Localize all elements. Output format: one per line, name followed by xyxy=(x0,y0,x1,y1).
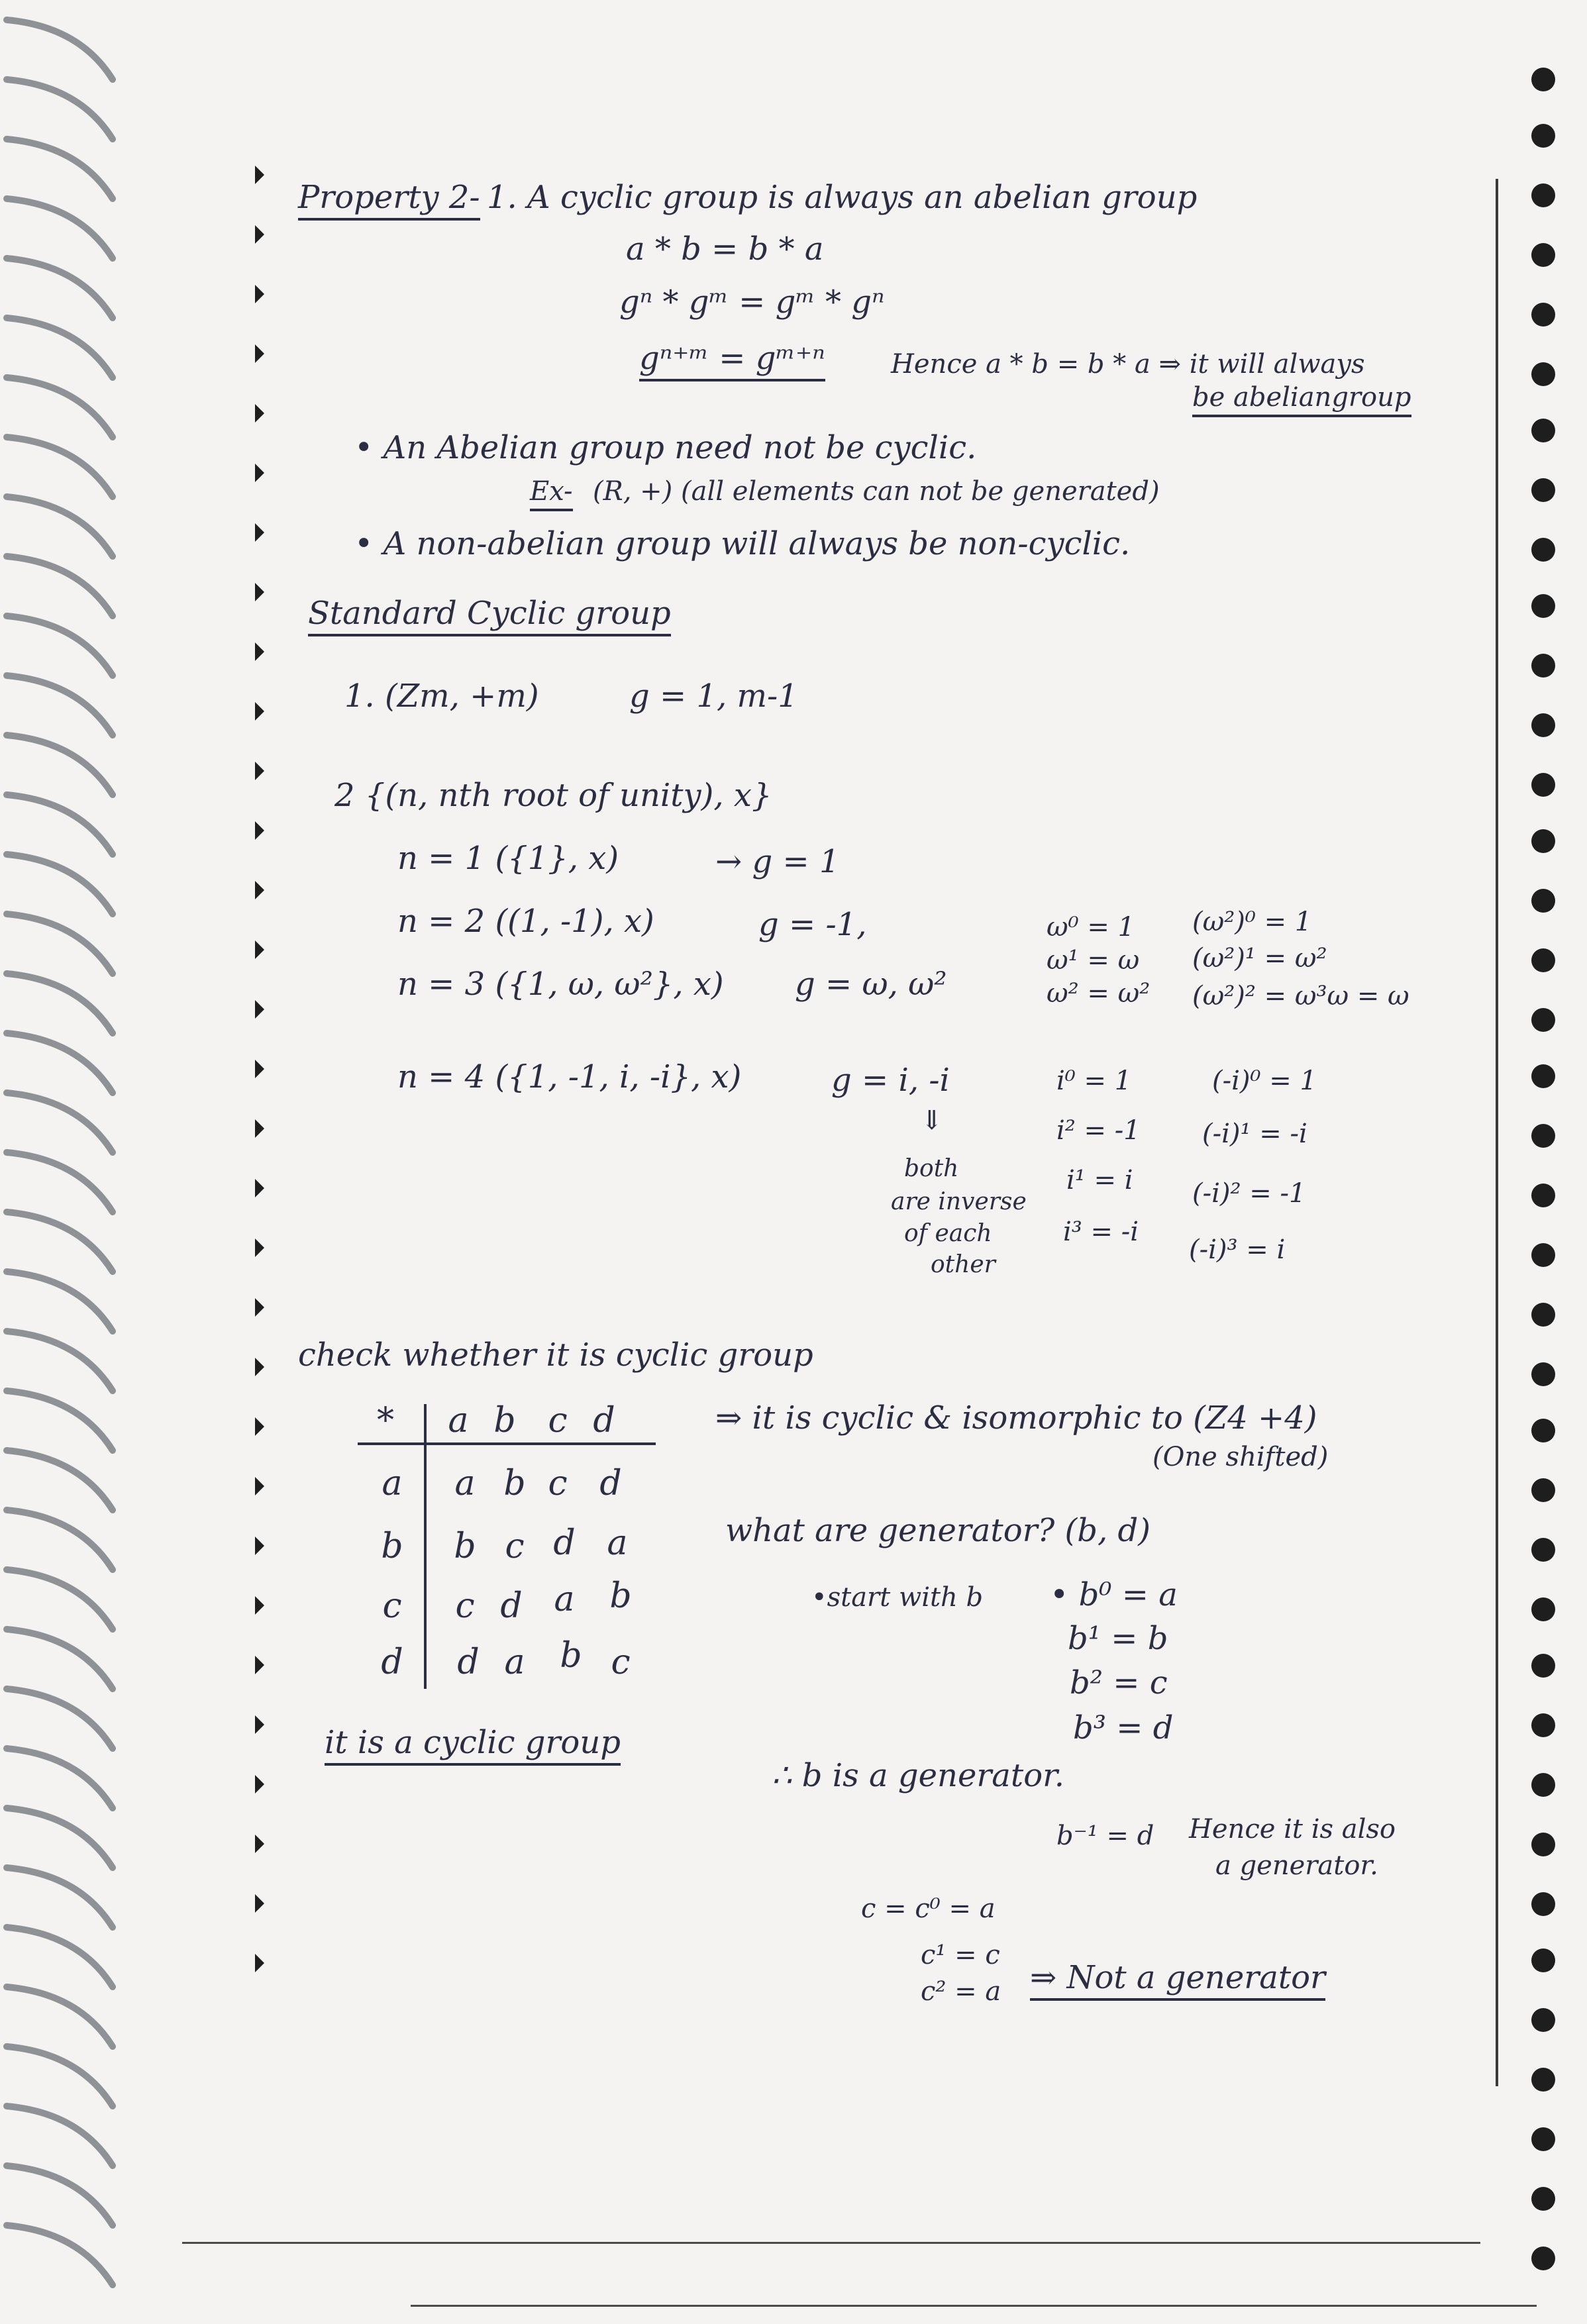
n3-generator: g = ω, ω² xyxy=(795,966,947,1003)
c-power-2: c² = a xyxy=(921,1976,1001,2007)
table-cell: c xyxy=(611,1642,631,1682)
n4-generator: g = i, -i xyxy=(831,1062,950,1099)
table-cell: b xyxy=(609,1576,632,1616)
check-heading: check whether it is cyclic group xyxy=(298,1337,813,1374)
table-row-header: a xyxy=(382,1464,403,1503)
table-row-header: c xyxy=(382,1586,402,1626)
table-col-header: d xyxy=(593,1401,615,1440)
table-corner: * xyxy=(377,1401,394,1440)
b-generator-note: ∴ b is a generator. xyxy=(772,1757,1065,1794)
omega-sq-power-0: (ω²)⁰ = 1 xyxy=(1192,907,1312,937)
standard-item-1-generators: g = 1, m-1 xyxy=(629,678,798,715)
inverse-note-line3: of each xyxy=(904,1220,992,1247)
table-cell: a xyxy=(504,1642,525,1682)
table-cell: c xyxy=(505,1527,525,1566)
neg-i-power-2: (-i)² = -1 xyxy=(1192,1178,1306,1209)
standard-heading: Standard Cyclic group xyxy=(308,596,671,636)
bullet-non-abelian: • A non-abelian group will always be non-cyclic. xyxy=(354,525,1131,562)
n2-generator: g = -1, xyxy=(758,906,867,943)
n2-row: n = 2 ((1, -1), x) xyxy=(397,903,654,940)
i-power-2: i² = -1 xyxy=(1056,1115,1141,1146)
c-not-generator-note: ⇒ Not a generator xyxy=(1030,1960,1325,2001)
b-power-1: b¹ = b xyxy=(1068,1620,1168,1657)
table-cell: a xyxy=(554,1580,575,1619)
table-cell: a xyxy=(607,1523,628,1563)
table-cell: b xyxy=(560,1636,582,1676)
i-power-0: i⁰ = 1 xyxy=(1056,1066,1132,1096)
table-cell: d xyxy=(500,1586,523,1626)
omega-power-1: ω¹ = ω xyxy=(1047,945,1140,976)
inverse-note-line4: other xyxy=(931,1251,996,1278)
standard-item-2: 2 {(n, nth root of unity), x} xyxy=(334,777,772,814)
b-power-3: b³ = d xyxy=(1073,1709,1174,1746)
equation-exponents: gⁿ⁺ᵐ = gᵐ⁺ⁿ xyxy=(639,341,825,381)
neg-i-power-3: (-i)³ = i xyxy=(1189,1235,1286,1265)
n1-generator: → g = 1 xyxy=(715,843,840,880)
c-power-1: c¹ = c xyxy=(921,1940,1000,1970)
down-arrow-icon: ⇓ xyxy=(921,1105,943,1136)
start-with-b: •start with b xyxy=(811,1582,984,1613)
table-cell: c xyxy=(548,1464,568,1503)
table-cell: d xyxy=(599,1464,622,1503)
table-col-header: b xyxy=(493,1401,516,1440)
table-cell: a xyxy=(454,1464,476,1503)
table-row-header: d xyxy=(381,1642,403,1682)
table-row-header: b xyxy=(381,1527,403,1566)
bottom-rule xyxy=(182,2242,1480,2244)
inverse-note-line2: are inverse xyxy=(891,1188,1027,1215)
spiral-binding xyxy=(0,0,132,2324)
property-statement: 1. A cyclic group is always an abelian group xyxy=(487,179,1198,216)
one-shifted-note: (One shifted) xyxy=(1152,1442,1329,1472)
example-label: Ex- xyxy=(530,477,573,511)
b-power-2: b² = c xyxy=(1070,1664,1168,1701)
omega-sq-power-1: (ω²)¹ = ω² xyxy=(1192,943,1327,974)
table-cell: d xyxy=(553,1523,576,1563)
i-power-3: i³ = -i xyxy=(1063,1217,1139,1247)
bullet-abelian: • An Abelian group need not be cyclic. xyxy=(354,429,977,466)
table-cell: d xyxy=(457,1642,480,1682)
neg-i-power-1: (-i)¹ = -i xyxy=(1202,1119,1307,1149)
example-text: (R, +) (all elements can not be generated) xyxy=(593,476,1160,507)
table-col-header: a xyxy=(448,1401,469,1440)
table-col-header: c xyxy=(548,1401,568,1440)
binding-holes xyxy=(252,166,272,2020)
generators-question: what are generator? (b, d) xyxy=(725,1512,1151,1549)
table-horizontal-rule xyxy=(358,1442,656,1445)
b-inverse-note-line2: a generator. xyxy=(1215,1850,1378,1881)
inverse-note-line1: both xyxy=(904,1155,959,1182)
hence-note: Hence a * b = b * a ⇒ it will always xyxy=(891,349,1365,379)
omega-power-2: ω² = ω² xyxy=(1047,978,1151,1009)
table-vertical-rule xyxy=(424,1404,427,1689)
neg-i-power-0: (-i)⁰ = 1 xyxy=(1212,1066,1317,1096)
n3-row: n = 3 ({1, ω, ω²}, x) xyxy=(397,966,724,1003)
property-heading: Property 2- xyxy=(298,180,480,221)
equation-commutative: a * b = b * a xyxy=(626,230,824,268)
omega-power-0: ω⁰ = 1 xyxy=(1047,912,1135,942)
omega-sq-power-2: (ω²)² = ω³ω = ω xyxy=(1192,981,1409,1011)
n4-row: n = 4 ({1, -1, i, -i}, x) xyxy=(397,1058,742,1095)
bottom-rule-2 xyxy=(411,2305,1537,2307)
b-inverse: b⁻¹ = d xyxy=(1056,1821,1154,1851)
b-power-0: • b⁰ = a xyxy=(1050,1576,1178,1613)
table-cell: b xyxy=(503,1464,526,1503)
standard-item-1: 1. (Zm, +m) xyxy=(344,678,539,715)
table-cell: c xyxy=(455,1586,475,1626)
cyclic-conclusion: it is a cyclic group xyxy=(325,1725,621,1766)
b-inverse-note: Hence it is also xyxy=(1189,1814,1396,1844)
c-power-0: c = c⁰ = a xyxy=(861,1894,996,1924)
table-cell: b xyxy=(454,1527,476,1566)
equation-powers: gⁿ * gᵐ = gᵐ * gⁿ xyxy=(619,283,885,321)
isomorphic-note: ⇒ it is cyclic & isomorphic to (Z4 +4) xyxy=(715,1399,1317,1437)
right-margin-line xyxy=(1496,179,1498,2086)
i-power-1: i¹ = i xyxy=(1066,1165,1133,1195)
hence-note-line2: be abeliangroup xyxy=(1192,383,1411,417)
page-edge-holes xyxy=(1517,0,1587,2324)
n1-row: n = 1 ({1}, x) xyxy=(397,840,619,877)
